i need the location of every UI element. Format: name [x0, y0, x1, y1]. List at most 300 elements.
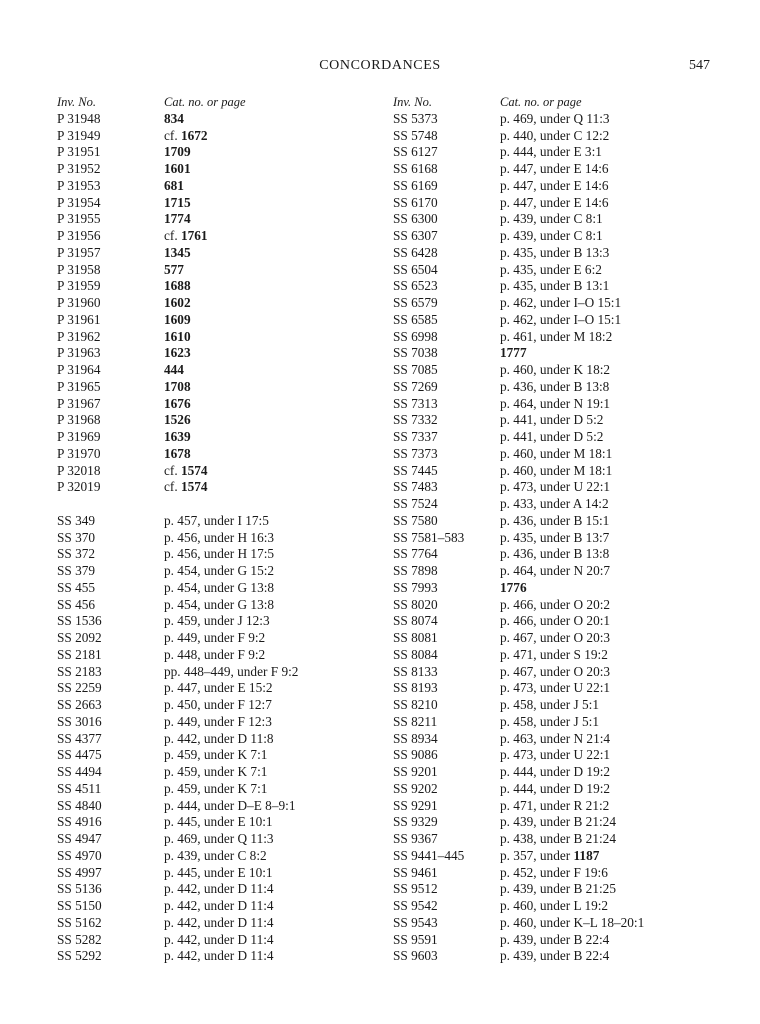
- catalogue-reference: [500, 781, 610, 798]
- inv-no-heading: Inv. No.: [393, 95, 432, 109]
- inventory-number: P 31948: [57, 110, 101, 126]
- inventory-number: SS 4475: [57, 747, 102, 763]
- catalogue-reference: [500, 563, 610, 580]
- catalogue-reference: [500, 898, 608, 915]
- inventory-number: SS 9086: [393, 747, 438, 763]
- catalogue-reference: [164, 680, 273, 697]
- inventory-number: SS 8210: [393, 697, 438, 712]
- catalogue-reference: [500, 329, 612, 346]
- catalogue-reference: [500, 111, 610, 128]
- reference-text: p. 438, under B 21:24: [500, 831, 616, 846]
- reference-text: p. 456, under H 17:5: [164, 546, 275, 562]
- inventory-number: SS 8084: [393, 646, 438, 662]
- catalogue-reference: [500, 881, 616, 898]
- catalogue-reference: [500, 697, 599, 714]
- reference-text: p. 447, under E 14:6: [500, 177, 609, 193]
- inventory-number: SS 2663: [57, 697, 102, 712]
- catalogue-reference: [500, 798, 609, 815]
- inventory-number: SS 8074: [393, 613, 438, 629]
- catalogue-reference: [500, 731, 610, 748]
- catalogue-reference: [500, 262, 602, 279]
- inventory-number: SS 7373: [393, 445, 438, 461]
- reference-text: p. 466, under O 20:1: [500, 613, 611, 629]
- reference-text: p. 442, under D 11:8: [164, 730, 274, 746]
- reference-text: p. 460, under K 18:2: [500, 362, 611, 377]
- catalogue-reference: [164, 345, 191, 362]
- inventory-number: SS 6307: [393, 228, 438, 243]
- catalogue-reference: [500, 396, 610, 413]
- catalogue-number: 1602: [164, 295, 191, 310]
- inventory-number: SS 456: [57, 596, 96, 612]
- inventory-number: P 31954: [57, 194, 101, 210]
- inventory-number: P 31953: [57, 177, 101, 193]
- catalogue-number: 444: [164, 362, 184, 377]
- inventory-number: P 31951: [57, 144, 101, 160]
- catalogue-number: 1678: [164, 445, 191, 461]
- inventory-number: SS 9543: [393, 914, 438, 930]
- catalogue-reference: [500, 144, 602, 161]
- catalogue-reference: [500, 496, 609, 513]
- reference-text: p. 464, under N 19:1: [500, 395, 611, 411]
- catalogue-number: 1676: [164, 395, 191, 411]
- reference-text: p. 442, under D 11:4: [164, 931, 274, 947]
- catalogue-reference: [164, 513, 269, 530]
- reference-text: p. 450, under F 12:7: [164, 697, 272, 712]
- reference-text: p. 441, under D 5:2: [500, 429, 604, 444]
- catalogue-number: 577: [164, 261, 184, 277]
- inventory-number: SS 9512: [393, 881, 438, 897]
- catalogue-reference: [164, 898, 274, 915]
- inventory-number: SS 5282: [57, 931, 102, 947]
- catalogue-number: 1187: [573, 847, 600, 863]
- catalogue-reference: [500, 379, 609, 396]
- reference-text: p. 441, under D 5:2: [500, 412, 604, 428]
- inventory-number: SS 7580: [393, 512, 438, 528]
- inventory-number: SS 7085: [393, 362, 438, 377]
- inventory-number: SS 8133: [393, 663, 438, 679]
- reference-text: p. 444, under D–E 8–9:1: [164, 797, 296, 813]
- catalogue-reference: [500, 915, 644, 932]
- inventory-number: SS 4511: [57, 780, 102, 796]
- catalogue-reference: [500, 195, 609, 212]
- inventory-number: SS 7313: [393, 395, 438, 411]
- reference-text: p. 444, under E 3:1: [500, 144, 602, 160]
- reference-text: p. 357, under: [500, 847, 574, 863]
- catalogue-reference: [500, 278, 609, 295]
- catalogue-reference: [500, 412, 603, 429]
- inventory-number: SS 6428: [393, 244, 438, 260]
- inventory-number: SS 6504: [393, 261, 438, 277]
- catalogue-reference: [500, 362, 610, 379]
- catalogue-number: 1639: [164, 429, 191, 444]
- inventory-number: SS 9461: [393, 864, 438, 880]
- catalogue-reference: [500, 178, 609, 195]
- reference-text: p. 460, under M 18:1: [500, 462, 613, 478]
- catalogue-reference: [164, 932, 274, 949]
- catalogue-number: 1708: [164, 378, 191, 394]
- reference-text: p. 439, under C 8:2: [164, 847, 267, 863]
- reference-text: p. 454, under G 13:8: [164, 596, 275, 612]
- catalogue-reference: [500, 228, 603, 245]
- inventory-number: P 32018: [57, 462, 101, 478]
- inventory-number: SS 7269: [393, 378, 438, 394]
- catalogue-reference: [164, 312, 191, 329]
- catalogue-reference: [164, 228, 208, 245]
- catalogue-number: 1672: [180, 127, 208, 143]
- catalogue-reference: [164, 948, 274, 965]
- inventory-number: P 31959: [57, 278, 101, 294]
- inventory-number: SS 3016: [57, 713, 102, 729]
- inventory-number: SS 5162: [57, 914, 102, 930]
- inventory-number: P 31960: [57, 295, 101, 310]
- reference-text: p. 466, under O 20:2: [500, 596, 611, 612]
- inventory-number: SS 370: [57, 529, 96, 545]
- reference-text: p. 471, under R 21:2: [500, 797, 610, 813]
- inventory-number: SS 6579: [393, 295, 438, 310]
- catalogue-reference: [164, 848, 267, 865]
- catalogue-reference: [164, 781, 267, 798]
- catalogue-reference: [164, 128, 208, 145]
- inventory-number: SS 7445: [393, 462, 438, 478]
- reference-text: p. 462, under I–O 15:1: [500, 295, 622, 310]
- catalogue-number: 1345: [164, 244, 191, 260]
- catalogue-reference: [164, 144, 191, 161]
- catalogue-reference: [164, 546, 274, 563]
- inventory-number: SS 9591: [393, 931, 438, 947]
- reference-text: p. 452, under F 19:6: [500, 864, 608, 880]
- inventory-number: SS 9542: [393, 898, 438, 913]
- inventory-number: SS 2183: [57, 663, 102, 679]
- inventory-number: SS 4916: [57, 814, 102, 830]
- catalogue-reference: [164, 647, 265, 664]
- inventory-number: SS 4494: [57, 764, 102, 779]
- catalogue-reference: [500, 345, 527, 362]
- catalogue-reference: [500, 764, 610, 781]
- reference-text: p. 439, under B 21:24: [500, 814, 616, 830]
- inventory-number: SS 5292: [57, 948, 102, 964]
- inventory-number: SS 9202: [393, 780, 438, 796]
- catalogue-reference: [164, 262, 184, 279]
- catalogue-reference: [164, 396, 191, 413]
- reference-text: p. 462, under I–O 15:1: [500, 311, 622, 327]
- reference-text: p. 458, under J 5:1: [500, 697, 599, 712]
- reference-text: p. 439, under C 8:1: [500, 228, 603, 243]
- reference-text: p. 436, under B 13:8: [500, 378, 610, 394]
- reference-text: p. 439, under C 8:1: [500, 211, 603, 227]
- inventory-number: SS 7337: [393, 429, 438, 444]
- catalogue-reference: [164, 764, 267, 781]
- reference-text: p. 460, under M 18:1: [500, 445, 613, 461]
- reference-text: p. 444, under D 19:2: [500, 764, 611, 779]
- catalogue-reference: [500, 211, 603, 228]
- catalogue-reference: [500, 680, 610, 697]
- reference-text: p. 447, under E 14:6: [500, 194, 609, 210]
- catalogue-reference: [164, 580, 274, 597]
- catalogue-number: 1574: [180, 462, 208, 478]
- inventory-number: SS 7993: [393, 579, 438, 595]
- catalogue-reference: [164, 362, 184, 379]
- inv-no-heading: Inv. No.: [57, 95, 96, 109]
- catalogue-reference: [500, 814, 616, 831]
- reference-text: cf.: [164, 479, 181, 495]
- catalogue-number: 834: [164, 110, 184, 126]
- catalogue-reference: [500, 530, 609, 547]
- inventory-number: SS 1536: [57, 613, 102, 629]
- inventory-number: SS 6170: [393, 194, 438, 210]
- catalogue-reference: [164, 597, 274, 614]
- catalogue-reference: [164, 479, 208, 496]
- catalogue-reference: [500, 463, 612, 480]
- catalogue-reference: [164, 111, 184, 128]
- catalogue-reference: [500, 161, 609, 178]
- catalogue-number: 1601: [164, 161, 191, 176]
- catalogue-reference: [164, 379, 191, 396]
- inventory-number: P 32019: [57, 479, 101, 495]
- inventory-number: SS 2181: [57, 646, 102, 662]
- catalogue-reference: [164, 329, 191, 346]
- reference-text: p. 459, under K 7:1: [164, 747, 268, 763]
- reference-text: p. 435, under B 13:7: [500, 529, 610, 545]
- inventory-number: SS 7764: [393, 546, 438, 562]
- catalogue-reference: [164, 463, 208, 480]
- inventory-number: SS 7483: [393, 479, 438, 495]
- catalogue-reference: [500, 613, 610, 630]
- catalogue-reference: [500, 647, 608, 664]
- catalogue-reference: [500, 479, 610, 496]
- reference-text: cf.: [164, 462, 181, 478]
- reference-text: p. 457, under I 17:5: [164, 512, 269, 528]
- reference-text: p. 467, under O 20:3: [500, 630, 611, 645]
- reference-text: p. 473, under U 22:1: [500, 747, 611, 763]
- cat-no-heading: Cat. no. or page: [164, 95, 246, 109]
- catalogue-reference: [164, 731, 274, 748]
- inventory-number: SS 7524: [393, 496, 438, 511]
- inventory-number: SS 9291: [393, 797, 438, 813]
- catalogue-reference: [500, 546, 609, 563]
- reference-text: p. 442, under D 11:4: [164, 881, 274, 897]
- reference-text: p. 464, under N 20:7: [500, 563, 611, 578]
- reference-text: p. 436, under B 13:8: [500, 546, 610, 562]
- inventory-number: SS 9329: [393, 814, 438, 830]
- reference-text: p. 449, under F 9:2: [164, 630, 266, 645]
- inventory-number: SS 9367: [393, 831, 438, 846]
- catalogue-number: 1761: [180, 228, 208, 243]
- reference-text: cf.: [164, 228, 181, 243]
- catalogue-number: 1776: [500, 579, 527, 595]
- reference-text: p. 469, under Q 11:3: [500, 110, 610, 126]
- reference-text: p. 445, under E 10:1: [164, 864, 273, 880]
- catalogue-reference: [164, 630, 265, 647]
- reference-text: p. 469, under Q 11:3: [164, 831, 274, 846]
- catalogue-reference: [164, 295, 191, 312]
- reference-text: p. 473, under U 22:1: [500, 479, 611, 495]
- inventory-number: SS 4997: [57, 864, 102, 880]
- catalogue-reference: [500, 948, 609, 965]
- reference-text: p. 435, under E 6:2: [500, 261, 602, 277]
- inventory-number: P 31967: [57, 395, 101, 411]
- reference-text: p. 456, under H 16:3: [164, 529, 275, 545]
- reference-text: p. 454, under G 13:8: [164, 579, 275, 595]
- inventory-number: SS 7898: [393, 563, 438, 578]
- catalogue-reference: [164, 697, 272, 714]
- catalogue-reference: [164, 664, 298, 681]
- inventory-number: SS 5373: [393, 110, 438, 126]
- page-number: 547: [689, 58, 710, 73]
- inventory-number: P 31970: [57, 445, 101, 461]
- catalogue-reference: [500, 513, 609, 530]
- reference-text: p. 467, under O 20:3: [500, 663, 611, 679]
- catalogue-reference: [500, 312, 621, 329]
- reference-text: p. 439, under B 22:4: [500, 931, 610, 947]
- catalogue-number: 1574: [180, 479, 208, 495]
- inventory-number: SS 4377: [57, 730, 102, 746]
- catalogue-reference: [164, 161, 191, 178]
- inventory-number: SS 9603: [393, 948, 438, 964]
- reference-text: cf.: [164, 127, 181, 143]
- inventory-number: P 31957: [57, 244, 101, 260]
- catalogue-reference: [500, 295, 621, 312]
- inventory-number: P 31949: [57, 127, 101, 143]
- inventory-number: P 31952: [57, 161, 101, 176]
- inventory-number: SS 4947: [57, 831, 102, 846]
- catalogue-reference: [164, 798, 295, 815]
- inventory-number: P 31968: [57, 412, 101, 428]
- reference-text: p. 473, under U 22:1: [500, 680, 611, 696]
- reference-text: p. 435, under B 13:1: [500, 278, 610, 294]
- catalogue-reference: [500, 865, 608, 882]
- inventory-number: P 31956: [57, 228, 101, 243]
- catalogue-number: 1623: [164, 345, 191, 361]
- inventory-number: SS 9441–445: [393, 847, 465, 863]
- reference-text: p. 444, under D 19:2: [500, 780, 611, 796]
- catalogue-reference: [500, 128, 609, 145]
- catalogue-reference: [164, 881, 274, 898]
- reference-text: p. 440, under C 12:2: [500, 127, 610, 143]
- inventory-number: SS 7332: [393, 412, 438, 428]
- catalogue-number: 1609: [164, 311, 191, 327]
- inventory-number: SS 5150: [57, 898, 102, 913]
- reference-text: p. 433, under A 14:2: [500, 496, 609, 511]
- inventory-number: P 31969: [57, 429, 101, 444]
- catalogue-reference: [164, 814, 273, 831]
- inventory-number: SS 6168: [393, 161, 438, 176]
- inventory-number: SS 8081: [393, 630, 438, 645]
- inventory-number: SS 6585: [393, 311, 438, 327]
- catalogue-number: 1688: [164, 278, 191, 294]
- catalogue-reference: [164, 429, 191, 446]
- inventory-number: SS 7581–583: [393, 529, 465, 545]
- inventory-number: SS 349: [57, 512, 96, 528]
- inventory-number: SS 6523: [393, 278, 438, 294]
- catalogue-number: 1610: [164, 328, 191, 344]
- inventory-number: P 31964: [57, 362, 101, 377]
- catalogue-reference: [500, 848, 599, 865]
- reference-text: p. 439, under B 21:25: [500, 881, 616, 897]
- catalogue-reference: [500, 747, 610, 764]
- inventory-number: SS 8934: [393, 730, 438, 746]
- catalogue-reference: [164, 714, 272, 731]
- reference-text: p. 448, under F 9:2: [164, 646, 266, 662]
- reference-text: p. 459, under J 12:3: [164, 613, 270, 629]
- reference-text: p. 463, under N 21:4: [500, 730, 611, 746]
- inventory-number: P 31958: [57, 261, 101, 277]
- reference-text: p. 459, under K 7:1: [164, 780, 268, 796]
- catalogue-reference: [164, 278, 191, 295]
- catalogue-reference: [500, 446, 612, 463]
- catalogue-reference: [164, 865, 273, 882]
- reference-text: p. 442, under D 11:4: [164, 898, 274, 913]
- inventory-number: SS 372: [57, 546, 96, 562]
- catalogue-reference: [500, 597, 610, 614]
- reference-text: p. 445, under E 10:1: [164, 814, 273, 830]
- catalogue-reference: [164, 211, 191, 228]
- catalogue-number: 1774: [164, 211, 191, 227]
- reference-text: p. 436, under B 15:1: [500, 512, 610, 528]
- reference-text: p. 460, under K–L 18–20:1: [500, 914, 645, 930]
- catalogue-number: 1777: [500, 345, 527, 361]
- catalogue-number: 1709: [164, 144, 191, 160]
- inventory-number: P 31961: [57, 311, 101, 327]
- inventory-number: SS 4970: [57, 847, 102, 863]
- catalogue-reference: [500, 664, 610, 681]
- catalogue-reference: [500, 245, 609, 262]
- reference-text: p. 447, under E 14:6: [500, 161, 609, 176]
- inventory-number: SS 6998: [393, 328, 438, 344]
- inventory-number: SS 6300: [393, 211, 438, 227]
- catalogue-reference: [164, 530, 274, 547]
- reference-text: p. 449, under F 12:3: [164, 713, 272, 729]
- catalogue-number: 1526: [164, 412, 191, 428]
- reference-text: p. 439, under B 22:4: [500, 948, 610, 964]
- catalogue-reference: [500, 932, 609, 949]
- running-title: CONCORDANCES: [319, 58, 441, 73]
- catalogue-reference: [500, 831, 616, 848]
- inventory-number: SS 7038: [393, 345, 438, 361]
- inventory-number: P 31965: [57, 378, 101, 394]
- inventory-number: P 31962: [57, 328, 101, 344]
- catalogue-reference: [164, 178, 184, 195]
- inventory-number: SS 9201: [393, 764, 438, 779]
- catalogue-number: 1715: [164, 194, 191, 210]
- reference-text: p. 447, under E 15:2: [164, 680, 273, 696]
- catalogue-reference: [500, 429, 603, 446]
- inventory-number: SS 4840: [57, 797, 102, 813]
- inventory-number: SS 8211: [393, 713, 438, 729]
- catalogue-reference: [500, 580, 527, 597]
- inventory-number: SS 5136: [57, 881, 102, 897]
- cat-no-heading: Cat. no. or page: [500, 95, 582, 109]
- inventory-number: SS 8020: [393, 596, 438, 612]
- catalogue-reference: [164, 915, 274, 932]
- inventory-number: SS 379: [57, 563, 96, 578]
- inventory-number: SS 2259: [57, 680, 102, 696]
- reference-text: p. 461, under M 18:2: [500, 328, 613, 344]
- catalogue-reference: [164, 245, 191, 262]
- catalogue-reference: [164, 446, 191, 463]
- inventory-number: SS 455: [57, 579, 96, 595]
- reference-text: p. 442, under D 11:4: [164, 948, 274, 964]
- catalogue-reference: [164, 563, 274, 580]
- reference-text: p. 454, under G 15:2: [164, 563, 275, 578]
- catalogue-reference: [164, 747, 267, 764]
- reference-text: p. 459, under K 7:1: [164, 764, 268, 779]
- catalogue-reference: [164, 613, 270, 630]
- inventory-number: SS 6127: [393, 144, 438, 160]
- reference-text: p. 471, under S 19:2: [500, 646, 608, 662]
- inventory-number: SS 6169: [393, 177, 438, 193]
- catalogue-reference: [164, 831, 274, 848]
- inventory-number: SS 2092: [57, 630, 102, 645]
